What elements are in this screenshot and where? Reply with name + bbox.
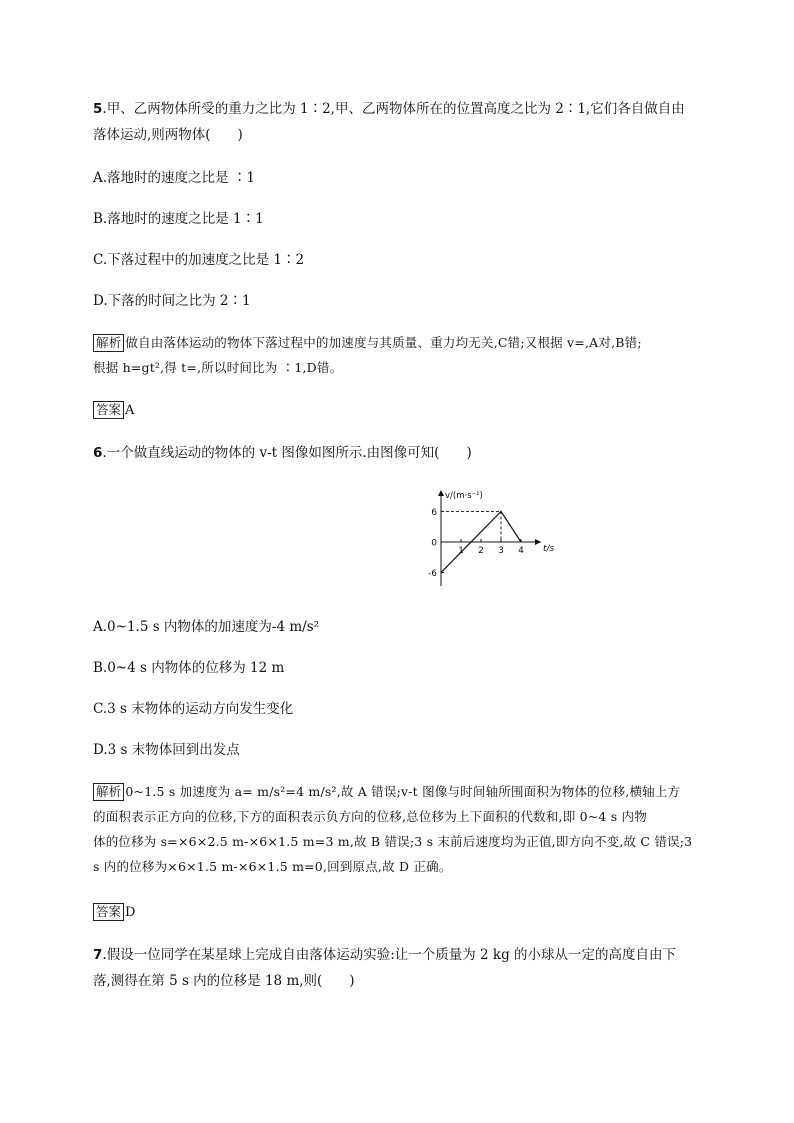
y-tick-label: -6	[428, 569, 437, 580]
answer-tag: 答案	[93, 903, 124, 921]
y-tick-label: 6	[431, 507, 437, 518]
question-7-stem-line2: 落,测得在第 5 s 内的位移是 18 m,则( )	[93, 973, 355, 989]
question-6-option-a: A.0~1.5 s 内物体的加速度为-4 m/s²	[93, 619, 320, 635]
question-7-stem-line1: .假设一位同学在某星球上完成自由落体运动实验:让一个质量为 2 kg 的小球从一定的高度自由下	[102, 947, 677, 963]
question-5-option-a: A.落地时的速度之比是 ∶1	[93, 170, 255, 186]
question-5-option-d: D.下落的时间之比为 2∶1	[93, 293, 251, 309]
question-5-stem-line2: 落体运动,则两物体( )	[93, 127, 243, 143]
question-5-analysis-line1: 做自由落体运动的物体下落过程中的加速度与其质量、重力均无关,C错;又根据 v=,A对,B错;	[125, 335, 642, 350]
question-6-stem-text: .一个做直线运动的物体的 v-t 图像如图所示.由图像可知( )	[102, 445, 472, 461]
vt-graph	[331, 482, 571, 592]
question-6-option-b: B.0~4 s 内物体的位移为 12 m	[93, 660, 285, 676]
question-5-answer-value: A	[125, 403, 135, 418]
question-6-answer	[93, 903, 135, 923]
question-5-stem-line1: .甲、乙两物体所受的重力之比为 1∶2,甲、乙两物体所在的位置高度之比为 2∶1,它们各自做自由	[102, 101, 685, 117]
question-5-analysis	[93, 330, 703, 380]
question-6-analysis-line2: 的面积表示正方向的位移,下方的面积表示负方向的位移,总位移为上下面积的代数和,即 0~4 s 内物	[93, 809, 647, 824]
x-tick-label: 2	[478, 546, 484, 556]
y-axis-arrow	[438, 490, 444, 496]
x-axis-label: t/s	[543, 544, 555, 554]
analysis-tag: 解析	[93, 334, 124, 352]
question-6-analysis-line4: s 内的位移为×6×1.5 m-×6×1.5 m=0,回到原点,故 D 正确。	[93, 859, 452, 874]
question-6-stem	[93, 440, 703, 466]
question-7-number: 7	[93, 947, 103, 963]
x-tick-label: 4	[518, 546, 524, 556]
question-6-option-d: D.3 s 末物体回到出发点	[93, 742, 240, 758]
question-6-answer-value: D	[125, 905, 136, 920]
question-6-analysis-line1: 0~1.5 s 加速度为 a= m/s²=4 m/s²,故 A 错误;v-t 图像与时间轴所围面积为物体的位移,横轴上方	[125, 784, 681, 799]
x-tick-label: 3	[498, 546, 504, 556]
answer-tag: 答案	[93, 401, 124, 419]
x-tick-label: 1	[458, 546, 464, 556]
question-6-analysis-line3: 体的位移为 s=×6×2.5 m-×6×1.5 m=3 m,故 B 错误;3 s 末前后速度均为正值,即方向不变,故 C 错误;3	[93, 834, 693, 849]
x-axis-arrow	[535, 539, 541, 545]
question-5-number: 5	[93, 101, 103, 117]
analysis-tag: 解析	[93, 783, 124, 801]
question-5-option-c: C.下落过程中的加速度之比是 1∶2	[93, 252, 305, 268]
question-5-analysis-line2: 根据 h=gt²,得 t=,所以时间比为 ∶1,D错。	[93, 360, 343, 375]
question-6-option-c: C.3 s 末物体的运动方向发生变化	[93, 701, 294, 717]
y-axis-label: v/(m·s⁻¹)	[445, 491, 483, 501]
question-6-analysis	[93, 779, 703, 879]
question-5-stem	[93, 96, 703, 148]
question-6-number: 6	[93, 445, 103, 461]
question-5-answer	[93, 401, 134, 421]
question-5-option-b: B.落地时的速度之比是 1∶1	[93, 211, 264, 227]
question-7-stem	[93, 942, 703, 994]
y-tick-label: 0	[431, 538, 437, 549]
